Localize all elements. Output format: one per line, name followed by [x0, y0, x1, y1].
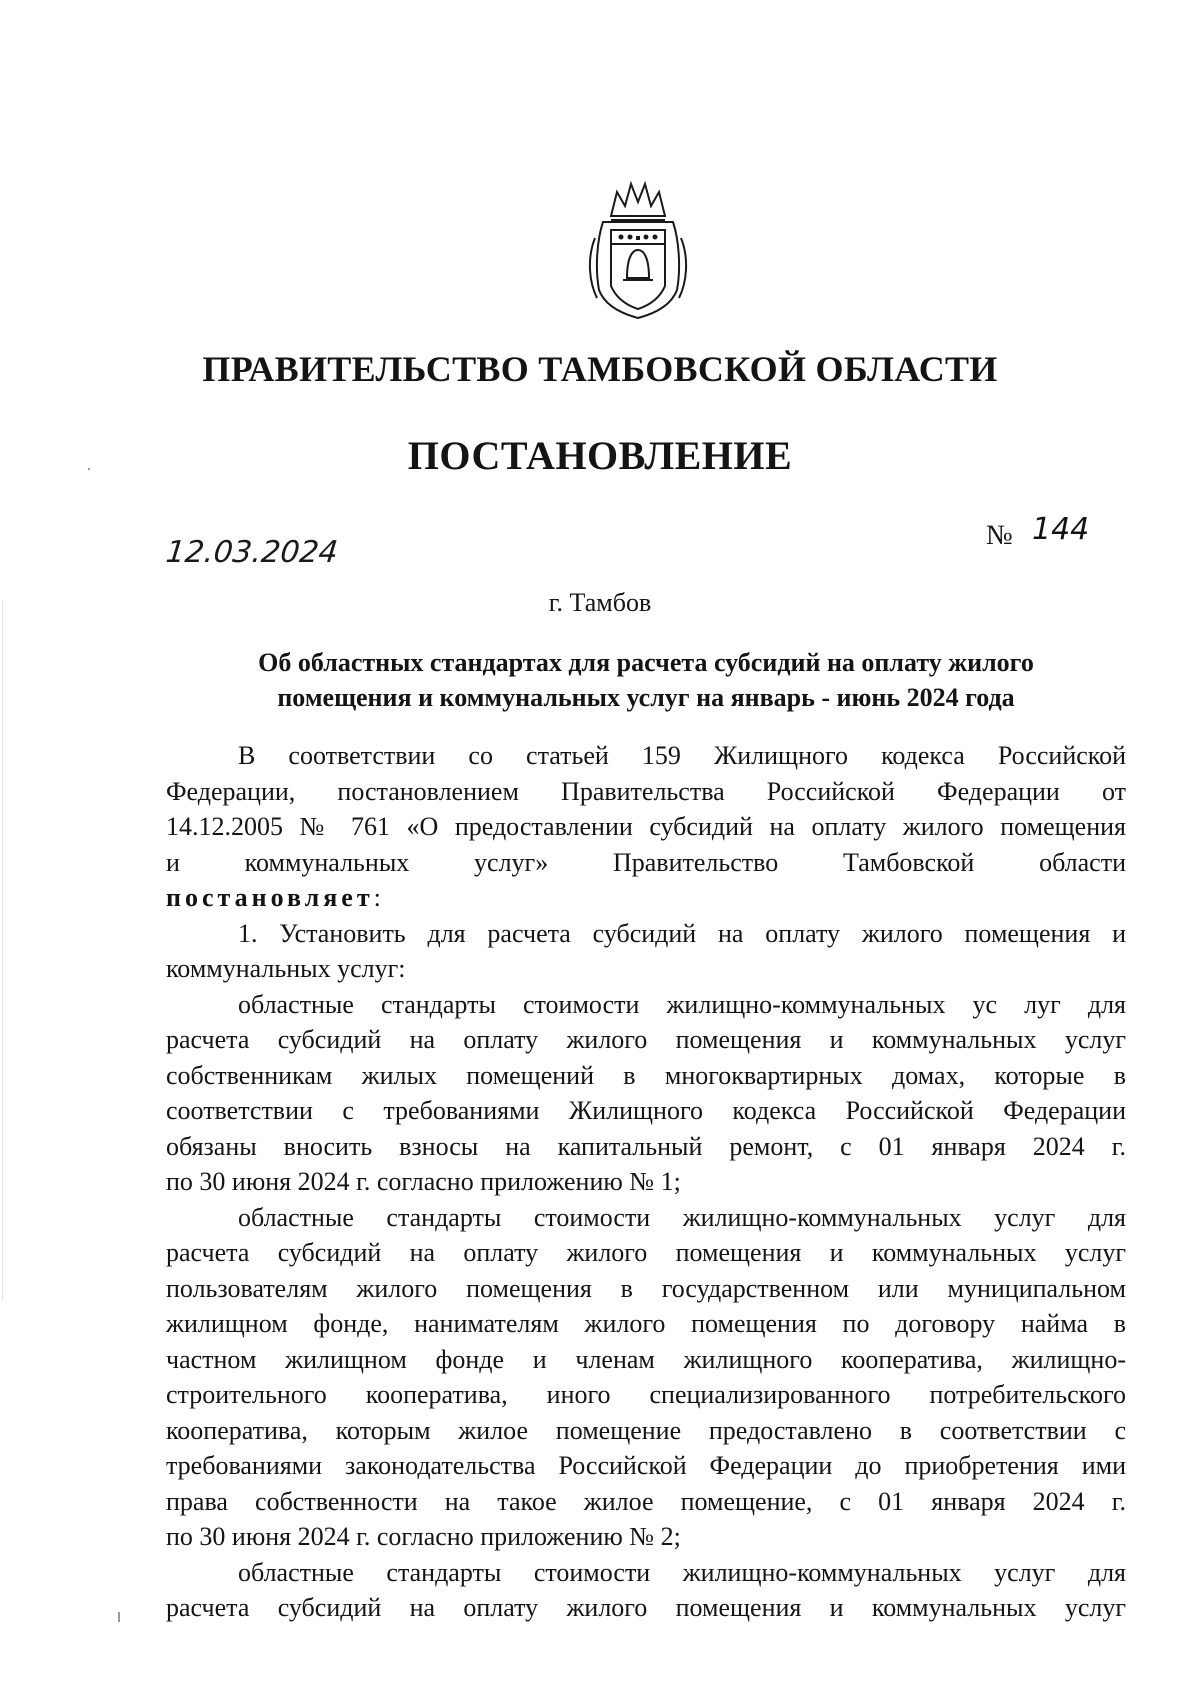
body-line: по 30 июня 2024 г. согласно приложению № 1;	[166, 1167, 681, 1196]
body-line: коммунальных услуг:	[166, 954, 406, 983]
body-line: областные стандарты стоимости жилищно-коммунальных ус луг для	[238, 989, 1126, 1019]
subject-line: помещения и коммунальных услуг на январь - июнь 2024 года	[277, 683, 1015, 712]
scan-margin-mark	[2, 600, 3, 1300]
body-line: областные стандарты стоимости жилищно-коммунальных услуг для	[238, 1202, 1126, 1232]
body-line: частном жилищном фонде и членам жилищного кооператива, жилищно-	[166, 1344, 1126, 1374]
body-line: права собственности на такое жилое помещение, с 01 января 2024 г.	[166, 1486, 1126, 1516]
body-line: пользователям жилого помещения в государственном или муниципальном	[166, 1273, 1126, 1303]
body-line: В соответствии со статьей 159 Жилищного кодекса Российской	[238, 741, 1126, 770]
body-line: по 30 июня 2024 г. согласно приложению № 2;	[166, 1522, 681, 1551]
body-line: областные стандарты стоимости жилищно-коммунальных услуг для	[238, 1557, 1126, 1587]
body-line: Федерации, постановлением Правительства Российской Федерации от	[166, 776, 1126, 806]
body-line: расчета субсидий на оплату жилого помещения и коммунальных услуг	[166, 1593, 1126, 1622]
subject-line: Об областных стандартах для расчета субсидий на оплату жилого	[258, 648, 1034, 677]
document-body	[166, 738, 1126, 1626]
city-name: г. Тамбов	[548, 588, 652, 617]
body-line: расчета субсидий на оплату жилого помещения и коммунальных услуг	[166, 1025, 1126, 1054]
document-subject	[166, 645, 1126, 715]
body-line: 1. Установить для расчета субсидий на оплату жилого помещения и	[238, 918, 1126, 948]
body-line: требованиями законодательства Российской Федерации до приобретения ими	[166, 1451, 1126, 1480]
number-label: №	[986, 520, 1013, 551]
resolves-word: постановляет	[166, 883, 374, 912]
government-title: ПРАВИТЕЛЬСТВО ТАМБОВСКОЙ ОБЛАСТИ	[202, 349, 998, 389]
body-line: собственникам жилых помещений в многоквартирных домах, которые в	[166, 1060, 1126, 1090]
body-line: обязаны вносить взносы на капитальный ремонт, с 01 января 2024 г.	[166, 1131, 1126, 1161]
body-line-resolves	[166, 880, 1126, 916]
scan-margin-mark	[88, 468, 90, 470]
body-line: расчета субсидий на оплату жилого помещения и коммунальных услуг	[166, 1238, 1126, 1267]
document-type-title: ПОСТАНОВЛЕНИЕ	[407, 433, 793, 478]
handwritten-number: 144	[1032, 512, 1090, 547]
body-line: строительного кооператива, иного специализированного потребительского	[166, 1380, 1126, 1409]
handwritten-date: 12.03.2024	[164, 535, 340, 570]
body-line: 14.12.2005 № 761 «О предоставлении субсидий на оплату жилого помещения	[166, 812, 1126, 841]
body-line: жилищном фонде, нанимателям жилого помещения по договору найма в	[166, 1309, 1126, 1338]
scan-margin-mark	[118, 1612, 120, 1622]
body-line: и коммунальных услуг» Правительство Тамбовской области	[166, 847, 1126, 877]
body-line: кооператива, которым жилое помещение предоставлено в соответствии с	[166, 1415, 1126, 1445]
resolves-colon: :	[373, 883, 381, 912]
tambov-coat-of-arms-icon	[583, 178, 693, 323]
body-line: соответствии с требованиями Жилищного кодекса Российской Федерации	[166, 1096, 1126, 1125]
